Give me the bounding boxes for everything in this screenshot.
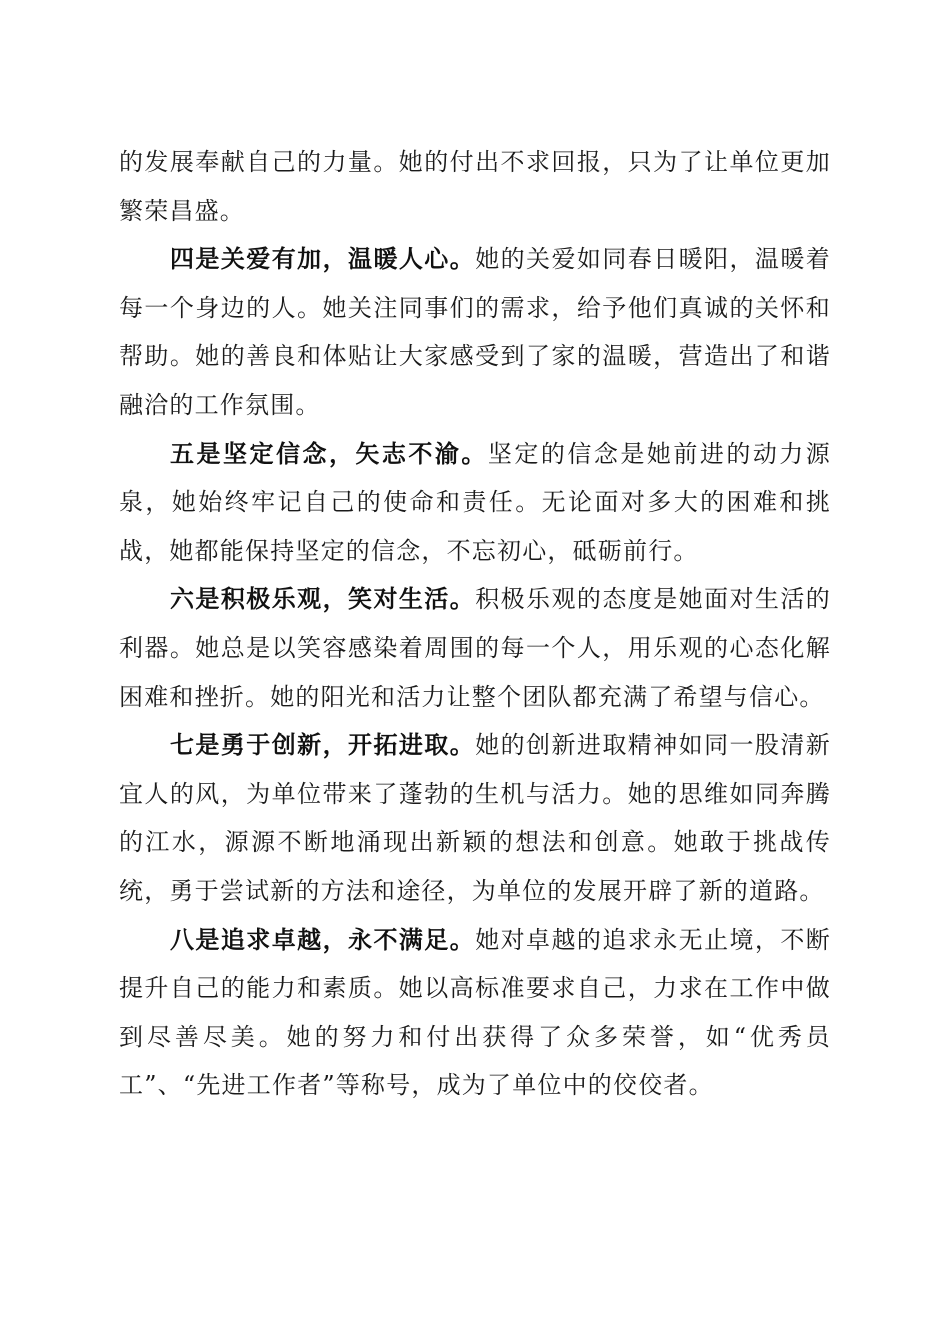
paragraph-continuation bbox=[119, 138, 831, 235]
paragraph-item-six bbox=[119, 575, 831, 721]
paragraph-item-seven bbox=[119, 721, 831, 915]
paragraph-heading: 四是关爱有加，温暖人心。 bbox=[170, 244, 476, 274]
paragraph-text: 她的创新进取精神如同一股清新宜人的风，为单位带来了蓬勃的生机与活力。她的思维如同奔腾的江水，源源不断地涌现出新颖的想法和创意。她敢于挑战传统，勇于尝试新的方法和途径，为单位的发展开辟了新的道路。 bbox=[119, 731, 831, 905]
paragraph-heading: 七是勇于创新，开拓进取。 bbox=[170, 730, 476, 760]
paragraph-text: 她对卓越的追求永无止境，不断提升自己的能力和素质。她以高标准要求自己，力求在工作中做到尽善尽美。她的努力和付出获得了众多荣誉，如“优秀员工”、“先进工作者”等称号，成为了单位中的佼佼者。 bbox=[119, 925, 831, 1100]
paragraph-item-four bbox=[119, 235, 831, 429]
paragraph-heading: 八是追求卓越，永不满足。 bbox=[170, 924, 476, 954]
document-page bbox=[119, 138, 831, 1110]
paragraph-heading: 六是积极乐观，笑对生活。 bbox=[170, 584, 476, 614]
paragraph-text: 她的关爱如同春日暖阳，温暖着每一个身边的人。她关注同事们的需求，给予他们真诚的关怀和帮助。她的善良和体贴让大家感受到了家的温暖，营造出了和谐融洽的工作氛围。 bbox=[119, 245, 831, 419]
paragraph-text: 坚定的信念是她前进的动力源泉，她始终牢记自己的使命和责任。无论面对多大的困难和挑战，她都能保持坚定的信念，不忘初心，砥砺前行。 bbox=[119, 439, 831, 565]
paragraph-text: 积极乐观的态度是她面对生活的利器。她总是以笑容感染着周围的每一个人，用乐观的心态化解困难和挫折。她的阳光和活力让整个团队都充满了希望与信心。 bbox=[119, 585, 831, 711]
paragraph-text: 的发展奉献自己的力量。她的付出不求回报，只为了让单位更加繁荣昌盛。 bbox=[119, 148, 831, 225]
paragraph-item-five bbox=[119, 430, 831, 576]
paragraph-heading: 五是坚定信念，矢志不渝。 bbox=[170, 438, 488, 468]
paragraph-item-eight bbox=[119, 916, 831, 1110]
